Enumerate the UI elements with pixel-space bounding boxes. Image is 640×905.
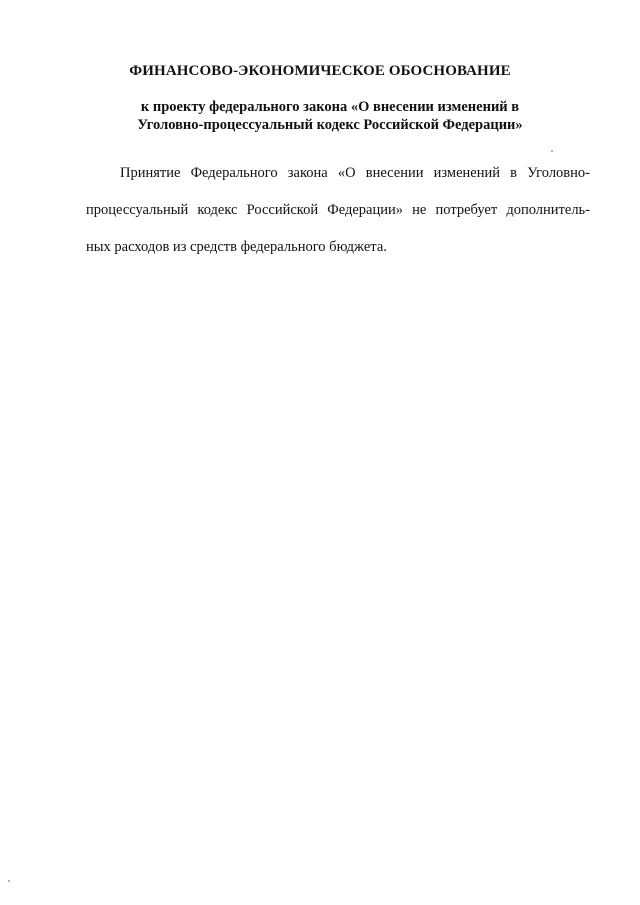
- scan-speck: [8, 880, 10, 882]
- scan-speck: [551, 150, 553, 152]
- body-line: процессуальный кодекс Российской Федерации» не потребует дополнитель-: [86, 202, 590, 218]
- body-line: ных расходов из средств федерального бюджета.: [86, 239, 387, 255]
- body-paragraph: [86, 155, 590, 266]
- subtitle-line: Уголовно-процессуальный кодекс Российской Федерации»: [137, 117, 523, 133]
- subtitle-line: к проекту федерального закона «О внесении изменений в: [140, 99, 520, 115]
- body-line: Принятие Федерального закона «О внесении изменений в Уголовно-: [120, 165, 590, 181]
- document-title: ФИНАНСОВО-ЭКОНОМИЧЕСКОЕ ОБОСНОВАНИЕ: [129, 63, 511, 79]
- document-subtitle: [60, 98, 600, 134]
